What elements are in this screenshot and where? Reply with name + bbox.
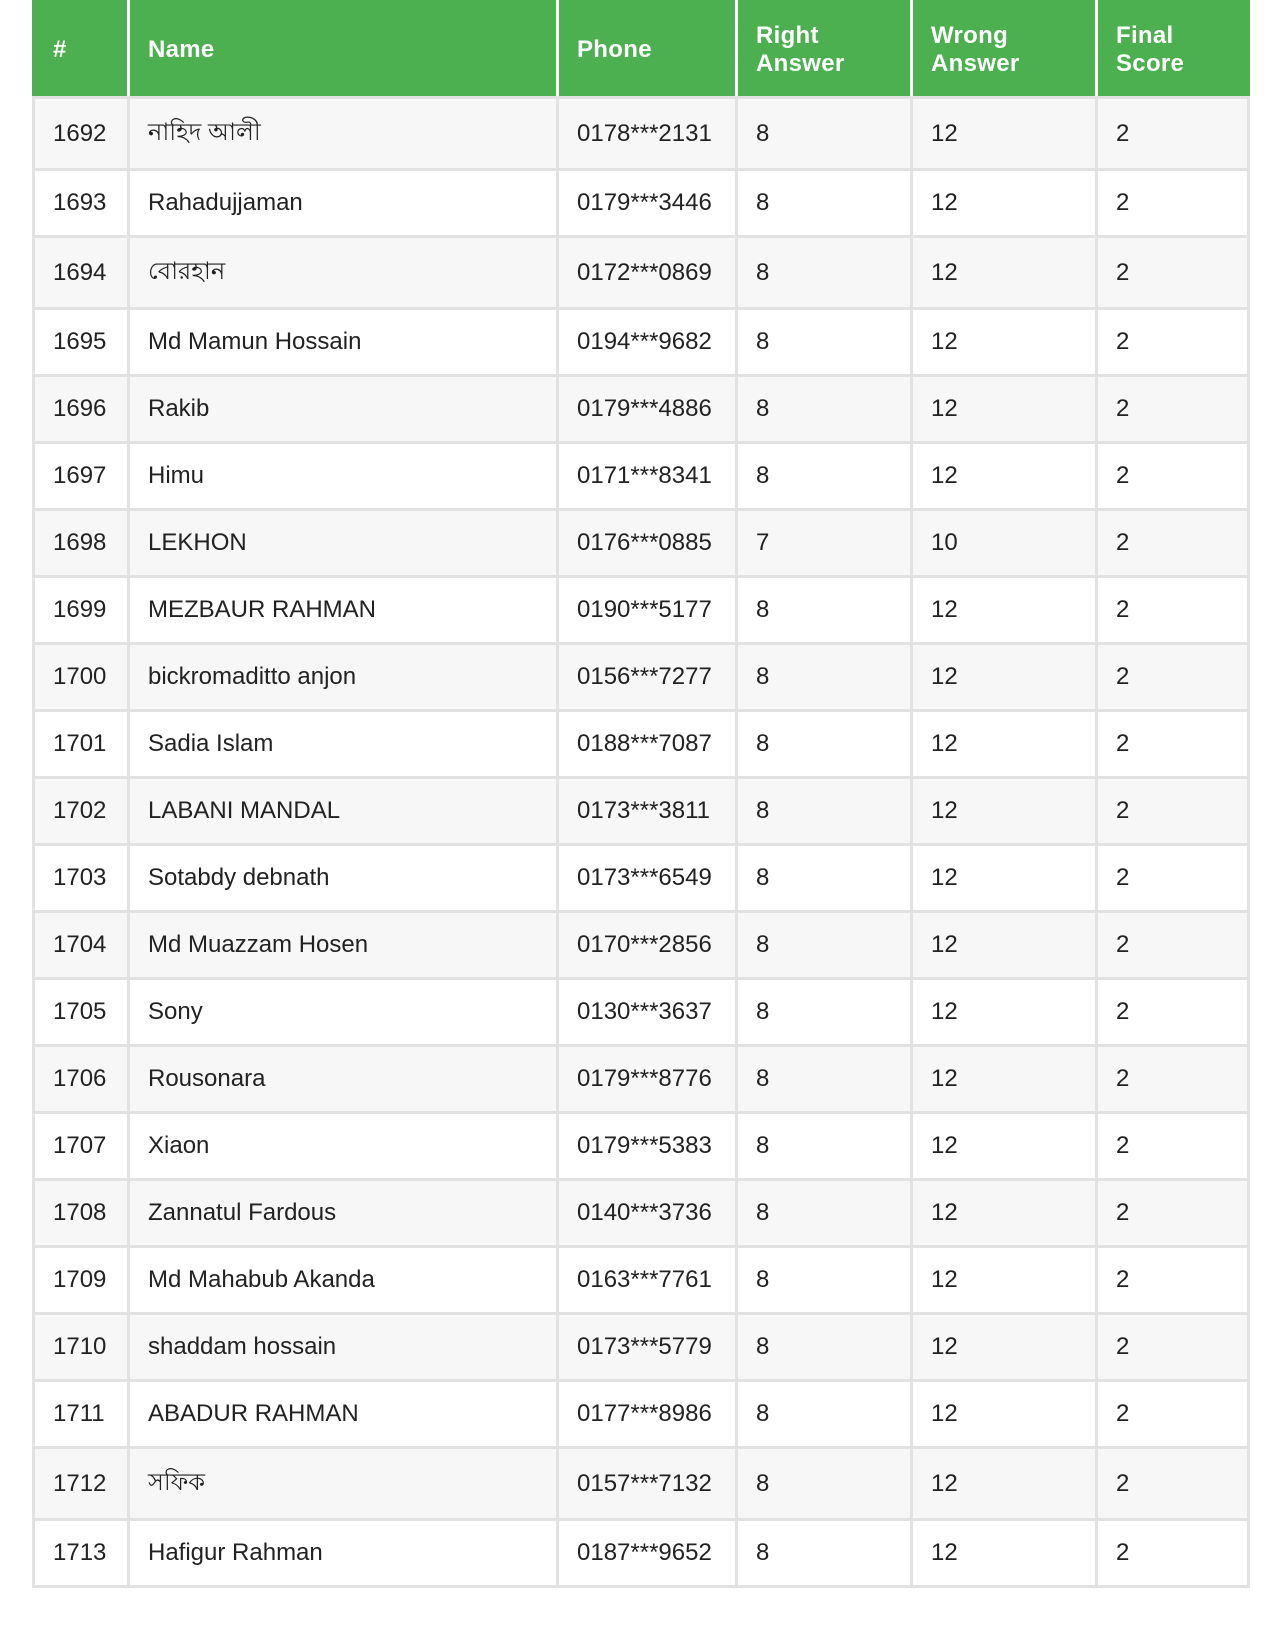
table-row — [34, 1113, 1249, 1180]
cell-phone: 0170***2856 — [558, 912, 737, 979]
cell-phone: 0187***9652 — [558, 1520, 737, 1587]
cell-phone: 0172***0869 — [558, 237, 737, 309]
cell-name: LEKHON — [129, 510, 558, 577]
cell-right-answer: 7 — [737, 510, 912, 577]
cell-final-score: 2 — [1097, 170, 1249, 237]
cell-phone: 0173***3811 — [558, 778, 737, 845]
cell-final-score: 2 — [1097, 98, 1249, 170]
cell-wrong-answer: 12 — [912, 1314, 1097, 1381]
header-phone: Phone — [558, 2, 737, 98]
header-num: # — [34, 2, 129, 98]
cell-final-score: 2 — [1097, 376, 1249, 443]
cell-name: Himu — [129, 443, 558, 510]
cell-final-score: 2 — [1097, 1046, 1249, 1113]
cell-num: 1703 — [34, 845, 129, 912]
cell-final-score: 2 — [1097, 1180, 1249, 1247]
table-row — [34, 577, 1249, 644]
cell-wrong-answer: 12 — [912, 912, 1097, 979]
cell-wrong-answer: 12 — [912, 309, 1097, 376]
cell-final-score: 2 — [1097, 1448, 1249, 1520]
cell-right-answer: 8 — [737, 778, 912, 845]
cell-wrong-answer: 12 — [912, 1381, 1097, 1448]
cell-num: 1710 — [34, 1314, 129, 1381]
cell-phone: 0140***3736 — [558, 1180, 737, 1247]
cell-final-score: 2 — [1097, 979, 1249, 1046]
cell-phone: 0194***9682 — [558, 309, 737, 376]
cell-right-answer: 8 — [737, 1046, 912, 1113]
cell-phone: 0176***0885 — [558, 510, 737, 577]
cell-final-score: 2 — [1097, 510, 1249, 577]
cell-num: 1701 — [34, 711, 129, 778]
cell-wrong-answer: 12 — [912, 1046, 1097, 1113]
table-row — [34, 644, 1249, 711]
cell-num: 1713 — [34, 1520, 129, 1587]
table-row — [34, 443, 1249, 510]
table-row — [34, 845, 1249, 912]
cell-num: 1712 — [34, 1448, 129, 1520]
cell-num: 1707 — [34, 1113, 129, 1180]
cell-right-answer: 8 — [737, 98, 912, 170]
cell-num: 1711 — [34, 1381, 129, 1448]
cell-num: 1706 — [34, 1046, 129, 1113]
cell-final-score: 2 — [1097, 1381, 1249, 1448]
cell-num: 1692 — [34, 98, 129, 170]
cell-name: Rousonara — [129, 1046, 558, 1113]
cell-final-score: 2 — [1097, 1314, 1249, 1381]
cell-name: নাহিদ আলী — [129, 98, 558, 170]
cell-num: 1705 — [34, 979, 129, 1046]
cell-wrong-answer: 12 — [912, 237, 1097, 309]
cell-num: 1698 — [34, 510, 129, 577]
cell-wrong-answer: 12 — [912, 644, 1097, 711]
cell-name: LABANI MANDAL — [129, 778, 558, 845]
cell-phone: 0130***3637 — [558, 979, 737, 1046]
cell-right-answer: 8 — [737, 1381, 912, 1448]
cell-right-answer: 8 — [737, 376, 912, 443]
cell-right-answer: 8 — [737, 644, 912, 711]
cell-wrong-answer: 12 — [912, 1448, 1097, 1520]
cell-name: Sony — [129, 979, 558, 1046]
table-row — [34, 1381, 1249, 1448]
table-row — [34, 1247, 1249, 1314]
cell-right-answer: 8 — [737, 979, 912, 1046]
cell-final-score: 2 — [1097, 577, 1249, 644]
cell-wrong-answer: 12 — [912, 577, 1097, 644]
cell-final-score: 2 — [1097, 711, 1249, 778]
cell-name: Zannatul Fardous — [129, 1180, 558, 1247]
cell-name: MEZBAUR RAHMAN — [129, 577, 558, 644]
cell-wrong-answer: 12 — [912, 443, 1097, 510]
cell-phone: 0173***6549 — [558, 845, 737, 912]
header-row — [34, 2, 1249, 98]
cell-num: 1696 — [34, 376, 129, 443]
cell-phone: 0190***5177 — [558, 577, 737, 644]
cell-wrong-answer: 12 — [912, 376, 1097, 443]
cell-phone: 0188***7087 — [558, 711, 737, 778]
table-row — [34, 309, 1249, 376]
table-body — [34, 98, 1249, 1587]
table-row — [34, 1180, 1249, 1247]
cell-wrong-answer: 12 — [912, 1113, 1097, 1180]
table-row — [34, 912, 1249, 979]
cell-name: সফিক — [129, 1448, 558, 1520]
table-header — [34, 2, 1249, 98]
cell-wrong-answer: 12 — [912, 845, 1097, 912]
cell-right-answer: 8 — [737, 1247, 912, 1314]
cell-wrong-answer: 10 — [912, 510, 1097, 577]
cell-right-answer: 8 — [737, 711, 912, 778]
cell-right-answer: 8 — [737, 1180, 912, 1247]
table-row — [34, 778, 1249, 845]
header-name: Name — [129, 2, 558, 98]
cell-phone: 0177***8986 — [558, 1381, 737, 1448]
table-row — [34, 170, 1249, 237]
cell-right-answer: 8 — [737, 309, 912, 376]
cell-name: Md Mamun Hossain — [129, 309, 558, 376]
cell-final-score: 2 — [1097, 1520, 1249, 1587]
cell-phone: 0173***5779 — [558, 1314, 737, 1381]
cell-num: 1704 — [34, 912, 129, 979]
cell-right-answer: 8 — [737, 443, 912, 510]
cell-wrong-answer: 12 — [912, 711, 1097, 778]
cell-final-score: 2 — [1097, 1247, 1249, 1314]
table-row — [34, 1046, 1249, 1113]
cell-phone: 0179***8776 — [558, 1046, 737, 1113]
cell-name: Rahadujjaman — [129, 170, 558, 237]
cell-num: 1697 — [34, 443, 129, 510]
header-wrong-answer: Wrong Answer — [912, 2, 1097, 98]
cell-phone: 0157***7132 — [558, 1448, 737, 1520]
cell-phone: 0163***7761 — [558, 1247, 737, 1314]
cell-wrong-answer: 12 — [912, 98, 1097, 170]
cell-final-score: 2 — [1097, 644, 1249, 711]
cell-phone: 0179***3446 — [558, 170, 737, 237]
cell-num: 1709 — [34, 1247, 129, 1314]
cell-final-score: 2 — [1097, 778, 1249, 845]
cell-wrong-answer: 12 — [912, 778, 1097, 845]
table-row — [34, 98, 1249, 170]
table-row — [34, 237, 1249, 309]
cell-phone: 0179***5383 — [558, 1113, 737, 1180]
cell-wrong-answer: 12 — [912, 170, 1097, 237]
cell-final-score: 2 — [1097, 1113, 1249, 1180]
cell-num: 1695 — [34, 309, 129, 376]
cell-right-answer: 8 — [737, 912, 912, 979]
cell-name: shaddam hossain — [129, 1314, 558, 1381]
cell-num: 1702 — [34, 778, 129, 845]
cell-right-answer: 8 — [737, 237, 912, 309]
results-table — [32, 0, 1250, 1588]
cell-name: Sotabdy debnath — [129, 845, 558, 912]
header-right-answer: Right Answer — [737, 2, 912, 98]
cell-wrong-answer: 12 — [912, 1180, 1097, 1247]
cell-final-score: 2 — [1097, 309, 1249, 376]
cell-right-answer: 8 — [737, 1520, 912, 1587]
cell-wrong-answer: 12 — [912, 1247, 1097, 1314]
cell-num: 1708 — [34, 1180, 129, 1247]
cell-num: 1700 — [34, 644, 129, 711]
cell-right-answer: 8 — [737, 845, 912, 912]
cell-name: Md Mahabub Akanda — [129, 1247, 558, 1314]
cell-name: bickromaditto anjon — [129, 644, 558, 711]
cell-right-answer: 8 — [737, 1113, 912, 1180]
table-row — [34, 510, 1249, 577]
cell-right-answer: 8 — [737, 170, 912, 237]
cell-num: 1694 — [34, 237, 129, 309]
cell-name: Sadia Islam — [129, 711, 558, 778]
cell-name: Md Muazzam Hosen — [129, 912, 558, 979]
cell-num: 1699 — [34, 577, 129, 644]
cell-final-score: 2 — [1097, 443, 1249, 510]
cell-right-answer: 8 — [737, 1448, 912, 1520]
cell-phone: 0178***2131 — [558, 98, 737, 170]
table-row — [34, 711, 1249, 778]
cell-final-score: 2 — [1097, 237, 1249, 309]
cell-name: Hafigur Rahman — [129, 1520, 558, 1587]
cell-phone: 0179***4886 — [558, 376, 737, 443]
cell-name: Rakib — [129, 376, 558, 443]
cell-wrong-answer: 12 — [912, 979, 1097, 1046]
cell-num: 1693 — [34, 170, 129, 237]
table-row — [34, 1448, 1249, 1520]
table-row — [34, 1314, 1249, 1381]
cell-right-answer: 8 — [737, 577, 912, 644]
header-final-score: Final Score — [1097, 2, 1249, 98]
cell-right-answer: 8 — [737, 1314, 912, 1381]
cell-phone: 0171***8341 — [558, 443, 737, 510]
cell-phone: 0156***7277 — [558, 644, 737, 711]
cell-final-score: 2 — [1097, 912, 1249, 979]
cell-wrong-answer: 12 — [912, 1520, 1097, 1587]
cell-final-score: 2 — [1097, 845, 1249, 912]
table-row — [34, 1520, 1249, 1587]
table-row — [34, 376, 1249, 443]
cell-name: বোরহান — [129, 237, 558, 309]
table-row — [34, 979, 1249, 1046]
cell-name: ABADUR RAHMAN — [129, 1381, 558, 1448]
cell-name: Xiaon — [129, 1113, 558, 1180]
